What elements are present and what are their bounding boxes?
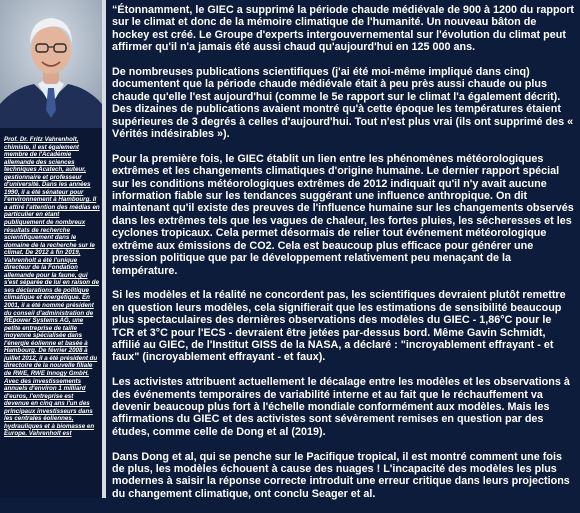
- article-paragraph-3: Pour la première fois, le GIEC établit un lien entre les phénomènes météorologiques extrêmes et les changements climatiques d'origine humaine. Le dernier rapport spécial sur les conditions météorologiques extrêmes de 2012 indiquait qu'il n'y avait aucune information fiable sur les tendances suggérant une influence anthropique. On dit maintenant qu'il existe des preuves de l'influence humaine sur les changements observés dans les extrêmes tels que les vagues de chaleur, les fortes pluies, les sécheresses et les cyclones tropicaux. Cela permet désormais de relier tout événement météorologique extrême aux émissions de CO2. Cela est beaucoup plus efficace pour générer une pression politique que par le développement relativement peu menaçant de la température.: [112, 152, 574, 277]
- article-paragraph-4: Si les modèles et la réalité ne concordent pas, les scientifiques devraient plutôt remettre en question leurs modèles, cela signifierait que les estimations de sensibilité beaucoup plus spectaculaires des dernières observations des modèles du GIEC - 1,86°C pour le TCR et 3°C pour l'ECS - devraient être jetées par-dessus bord. Même Gavin Schmidt, affilié au GIEC, de l'Institut GISS de la NASA, a déclaré : "incroyablement effrayant - et faux" (incroyablement effrayant - et faux).: [112, 289, 566, 364]
- author-portrait-image: [0, 0, 102, 128]
- article-body: [112, 4, 575, 513]
- article-paragraph-5: Les activistes attribuent actuellement le décalage entre les modèles et les observations à des événements temporaires de variabilité interne et au fait que le réchauffement va devenir beaucoup plus fort à l'échelle mondiale conformément aux modèles. Mais les affirmations du GIEC et des activistes sont sévèrement remises en question par des études, comme celle de Dong et al (2019).: [112, 376, 570, 438]
- article-paragraph-6: Dans Dong et al, qui se penche sur le Pacifique tropical, il est montré comment une fois de plus, les modèles échouent à cause des nuages ! L'incapacité des modèles les plus modernes à saisir la réponse correcte introduit une erreur critique dans leurs projections du changement climatique, ont conclu Seager et al.: [112, 450, 570, 500]
- author-photo: [0, 0, 102, 128]
- article-paragraph-2: De nombreuses publications scientifiques (j'ai été moi-même impliqué dans cinq) documentent que la période chaude médiévale était à peu près aussi chaude ou plus chaude qu'elle l'est aujourd'hui (comme le 5e rapport sur le climat l'a également décrit). Des dizaines de publications avaient montré qu'à cette époque les températures étaient supérieures de 3 degrés à celles d'aujourd'hui. Tout n'est plus vrai (ils ont supprimé des « Vérités indésirables »).: [112, 66, 574, 141]
- author-sidebar: [0, 0, 102, 498]
- author-bio[interactable]: Prof. Dr. Fritz Vahrenholt, chimiste, il est également membre de l'Académie allemande des sciences techniques Acatech, auteur, gestionnaire et professeur d'université. Dans les années 1990, il a été sénateur pour l'environnement à Hambourg. Il a attiré l'attention des médias en particulier en étant publiquement de nombreux résultats de recherche scientifiquement dans le domaine de la recherche sur le climat. De 2012 à fin 2019, Vahrenholt a été l'unique directeur de la Fondation allemande pour la faune, qui s'est séparée de lui en raison de ses déclarations de politique climatique et énergétique. En 2001, il a été nommé président du conseil d'administration de REpower Systems AG, une petite entreprise de taille moyenne spécialisée dans l'énergie éolienne et basée à Hambourg. De février 2008 à juillet 2012, il a été président du directoire de la nouvelle filiale de RWE, RWE Innogy GmbH. Avec des investissements annuels d'environ 1 milliard d'euros, l'entreprise est devenue en cinq ans l'un des principaux investisseurs dans les centrales éoliennes, hydrauliques et à biomasse en Europe. Vahrenholt est: [4, 136, 100, 438]
- column-divider: [102, 0, 106, 498]
- article-paragraph-1: “Étonnamment, le GIEC a supprimé la période chaude médiévale de 900 à 1200 du rapport sur le climat et donc de la mémoire climatique de l'humanité. Un nouveau bâton de hockey est créé. Le Groupe d'experts intergouvernemental sur l'évolution du climat peut affirmer qu'il n'a jamais été aussi chaud qu'aujourd'hui en 125 000 ans.: [112, 4, 575, 54]
